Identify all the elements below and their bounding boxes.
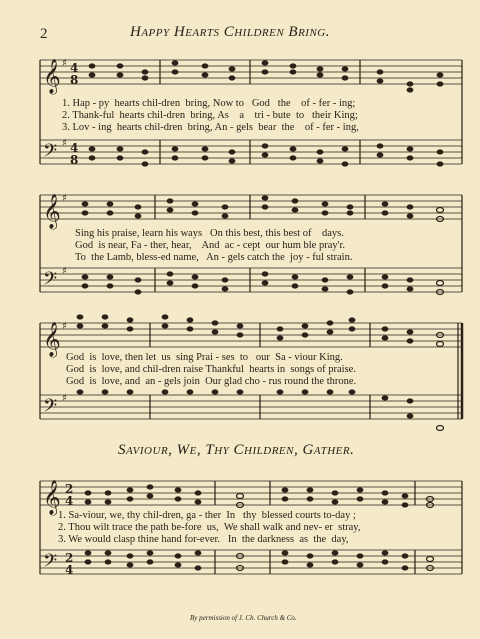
lyric-line: 2. Thank-ful hearts chil-dren bring, As a tri - bute to their King; — [62, 110, 358, 121]
staff-treble-2 — [40, 195, 462, 219]
page-number: 2 — [40, 26, 48, 42]
lyric-line: Sing his praise, learn his ways On this best, this best of days. — [75, 228, 344, 239]
treble-clef-icon: 𝄞 — [43, 480, 61, 515]
svg-text:8: 8 — [70, 73, 79, 87]
noteheads — [77, 61, 444, 571]
staff-bass-2 — [40, 268, 462, 292]
bass-clef-icon: 𝄢 — [43, 269, 58, 294]
staff-bass-4 — [40, 550, 462, 574]
time-signature: 2 — [65, 482, 74, 496]
staff-bass-1 — [40, 140, 462, 164]
bass-clef-icon: 𝄢 — [43, 396, 58, 421]
lyric-line: God is love, and an - gels join Our glad cho - rus round the throne. — [66, 376, 357, 387]
svg-text:8: 8 — [70, 153, 79, 167]
lyric-line: God is near, Fa - ther, hear, And ac - cept our hum ble pray'r. — [75, 240, 346, 251]
staff-treble-1 — [40, 60, 462, 84]
time-signature: 4 — [70, 61, 79, 75]
svg-text:4: 4 — [70, 141, 79, 155]
lyric-line: To the Lamb, bless-ed name, An - gels catch the joy - ful strain. — [75, 252, 353, 263]
lyric-line: 1. Sa-viour, we, thy chil-dren, ga - ther In thy blessed courts to-day ; — [58, 510, 356, 521]
staff-treble-4 — [40, 481, 462, 505]
sharp-icon: ♯ — [62, 58, 67, 69]
svg-text:4: 4 — [65, 563, 74, 577]
lyric-line: 3. Lov - ing hearts chil-dren bring, An - gels bear the of - fer - ing, — [62, 122, 359, 133]
treble-clef-icon: 𝄞 — [43, 194, 61, 229]
bass-clef-icon: 𝄢 — [43, 551, 58, 576]
lyric-line: 1. Hap - py hearts chil-dren bring, Now to God the of - fer - ing; — [62, 98, 356, 109]
sharp-icon: ♯ — [62, 266, 67, 277]
bass-clef-icon: 𝄢 — [43, 141, 58, 166]
treble-clef-icon: 𝄞 — [43, 59, 61, 94]
sharp-icon: ♯ — [62, 193, 67, 204]
sharp-icon: ♯ — [62, 393, 67, 404]
footnote: By permission of J. Ch. Church & Co. — [190, 614, 297, 622]
sharp-icon: ♯ — [62, 138, 67, 149]
lyric-line: 3. We would clasp thine hand for-ever. In the darkness as the day, — [58, 534, 349, 545]
treble-clef-icon: 𝄞 — [43, 322, 61, 357]
staff-bass-3 — [40, 395, 462, 419]
sharp-icon: ♯ — [62, 321, 67, 332]
lyric-line: 2. Thou wilt trace the path be-fore us, We shall walk and nev- er stray, — [58, 522, 361, 533]
hymn-title: Happy Hearts Children Bring. — [130, 24, 330, 40]
svg-text:2: 2 — [65, 551, 74, 565]
lyric-line: God is love, and chil-dren raise Thankful hearts in songs of praise. — [66, 364, 356, 375]
lyric-line: God is love, then let us sing Prai - ses to our Sa - viour King. — [66, 352, 343, 363]
svg-text:4: 4 — [65, 494, 74, 508]
hymn-title: Saviour, We, Thy Children, Gather. — [118, 442, 355, 458]
